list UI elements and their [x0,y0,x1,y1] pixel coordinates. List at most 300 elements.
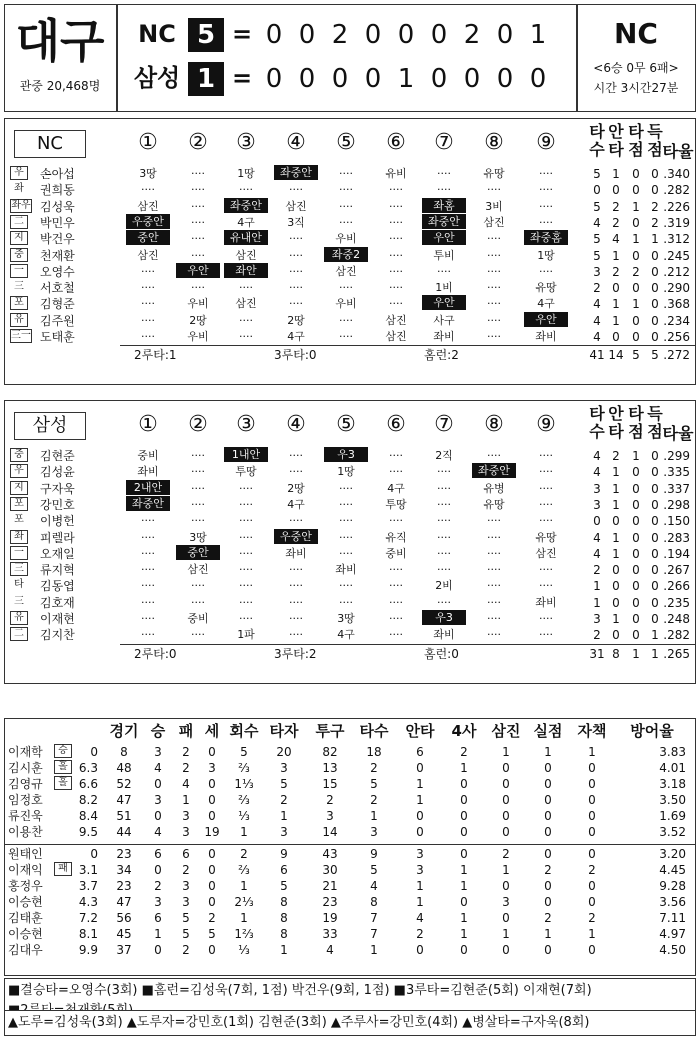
pitcher-stat: 1 [460,927,468,941]
pitcher-stat: 0 [502,793,510,807]
pitcher-stat: 2 [416,927,424,941]
stat-value: 1 [651,628,659,643]
at-bat-result: 1땅 [537,248,555,262]
pitcher-stat: 2 [588,863,596,877]
stat-value: 0 [632,497,640,512]
at-bat-result: ···· [487,248,501,262]
stat-value: 0 [593,514,601,529]
at-bat-result: 유땅 [535,281,557,295]
player-name: 강민호 [40,497,75,512]
at-bat-result: ···· [539,199,553,213]
pitcher-stat: 0 [588,777,596,791]
stat-header-bottom: 점 [628,422,644,441]
at-bat-result: ···· [339,313,353,327]
extra-base-note: 2루타:0 [134,646,177,661]
position-box: 유 [10,611,28,625]
at-bat-highlight: 우중안 [126,214,170,229]
pitcher-prev: 3.1 [78,863,98,877]
player-name: 김성욱 [40,199,75,214]
at-bat-result: ···· [487,579,501,593]
team-total: 14 [608,348,624,363]
pitcher-stat: 19 [322,911,338,925]
stat-value: 0 [651,465,659,480]
inning-score: 0 [265,20,283,50]
at-bat-result: ···· [389,628,403,642]
at-bat-result: ···· [141,628,155,642]
stat-header-bottom: 점 [647,422,663,441]
pitcher-stat: 47 [116,793,132,807]
pitcher-stat: 1 [240,911,248,925]
inning-header: ⑦ [434,412,454,437]
pitcher-stat: 30 [322,863,338,877]
extra-base-note: 홈런:0 [424,646,459,661]
winner-team: NC [614,17,658,50]
at-bat-result: ···· [487,546,501,560]
at-bat-result: 중비 [385,546,407,560]
player-name: 도태훈 [40,330,75,344]
position-label: 좌 [14,183,24,195]
at-bat-result: 유땅 [483,167,505,180]
at-bat-result: ···· [289,595,303,609]
stat-value: 4 [593,546,601,561]
at-bat-result: ···· [191,579,205,593]
stadium-name: 대구 [15,14,105,68]
at-bat-result: 좌비 [285,546,307,560]
pitcher-stat: 2 [544,911,552,925]
header-divider-left [116,4,118,112]
player-name: 피렐라 [40,530,75,545]
pitcher-stat: ⅔ [238,863,250,877]
stat-value: 0 [612,281,620,296]
stat-header-bottom: 점 [647,140,663,159]
pitching-header: 세 [204,722,220,740]
stat-value: 0 [651,330,659,344]
at-bat-result: ···· [141,612,155,625]
inning-header: ⑤ [336,412,356,437]
stat-value: 0 [632,330,640,344]
pitching-header: 패 [178,722,194,740]
at-bat-result: ···· [239,330,253,343]
position-box: 우 [10,464,28,478]
stat-value: 2 [612,199,620,214]
at-bat-result: ···· [191,449,205,462]
pitcher-stat: 2 [326,793,334,807]
stat-value: 0 [612,514,620,529]
stat-value: 2 [612,264,620,279]
pitcher-stat: 52 [116,777,132,791]
batting-average: .248 [663,612,690,626]
pitcher-prev: 8.4 [78,809,98,823]
at-bat-result: 중비 [137,449,159,462]
pitcher-stat: 2 [182,863,190,877]
stat-value: 0 [651,449,659,463]
stat-value: 0 [612,183,620,198]
stat-value: 4 [593,313,601,328]
player-name: 김성윤 [40,465,75,480]
team-total: 1 [651,646,659,661]
pitcher-stat: 3 [502,895,510,909]
pitcher-stat: 5 [280,777,288,791]
at-bat-result: ···· [289,628,303,642]
stat-header-top: 안 [608,122,624,141]
position-box: 一 [10,546,28,560]
stat-value: 1 [612,497,620,512]
pitcher-stat: 44 [116,825,132,839]
pitcher-stat: 0 [544,895,552,909]
pitcher-stat: 5 [370,863,378,877]
player-name: 권희동 [40,183,75,198]
at-bat-result: ···· [191,199,205,213]
pitcher-stat: 1 [544,745,552,759]
pitcher-era: 7.11 [659,911,686,925]
pitcher-stat: 3 [326,809,334,823]
inning-header: ④ [286,412,306,437]
pitcher-prev: 0 [90,847,98,861]
inning-score: 0 [529,64,547,94]
pitcher-stat: 2 [182,745,190,759]
pitcher-stat: 2 [544,863,552,877]
player-name: 오영수 [40,264,75,279]
at-bat-highlight: 중안 [176,545,220,560]
pitcher-stat: 3 [208,761,216,775]
stat-value: 0 [651,167,659,181]
stat-value: 0 [612,628,620,643]
stat-header-top: 득 [647,122,663,141]
pitcher-stat: 0 [208,793,216,807]
at-bat-result: 삼진 [137,199,159,213]
inning-score: 2 [331,20,349,50]
at-bat-result: 2직 [435,449,453,462]
team-total: 8 [612,646,620,661]
decision-badge: 홀 [54,776,72,790]
pitcher-stat: 1 [588,745,596,759]
stat-value: 3 [593,481,601,496]
pitcher-stat: 0 [544,879,552,893]
at-bat-result: ···· [539,612,553,625]
stat-value: 5 [593,167,601,181]
position-box: 중 [10,448,28,462]
pitcher-era: 9.28 [659,879,686,893]
pitcher-stat: 1 [588,927,596,941]
inning-score: 0 [430,20,448,50]
at-bat-highlight: 2내안 [126,480,170,495]
at-bat-result: ···· [289,449,303,462]
at-bat-result: 2비 [435,579,453,593]
player-name: 서호철 [40,281,75,296]
at-bat-result: ···· [339,514,353,528]
inning-score: 1 [529,20,547,50]
stat-header-bottom: 타 [608,140,624,159]
at-bat-result: ···· [539,215,553,229]
inning-score: 2 [463,20,481,50]
stat-value: 1 [651,232,659,247]
totals-line [120,644,696,645]
extra-base-note: 2루타:1 [134,348,177,363]
player-name: 김형준 [40,297,75,312]
pitcher-stat: 20 [276,745,292,759]
pitcher-stat: 1 [502,863,510,877]
at-bat-result: 1파 [237,628,255,642]
inning-header: ② [188,412,208,437]
stat-value: 0 [651,612,659,626]
pitching-header: 타수 [359,722,389,740]
at-bat-result: ···· [437,595,451,609]
pitcher-stat: 8 [280,927,288,941]
at-bat-result: 좌비 [137,465,159,479]
extra-base-note: 3루타:0 [274,348,317,363]
pitcher-stat: 82 [322,745,338,759]
at-bat-result: ···· [289,281,303,295]
at-bat-result: ···· [389,232,403,246]
pitcher-stat: 0 [588,895,596,909]
at-bat-result: 2땅 [287,481,305,495]
at-bat-highlight: 우3 [324,447,368,462]
pitching-header: 투구 [315,722,345,740]
at-bat-highlight: 좌중안 [274,165,318,180]
batting-average: .319 [663,215,690,230]
at-bat-result: ···· [141,330,155,343]
team-total: 1 [632,646,640,661]
inning-score: 0 [298,64,316,94]
at-bat-result: 우비 [187,330,209,343]
stat-header-top: 득 [647,404,663,423]
at-bat-result: ···· [389,248,403,262]
pitcher-stat: 4 [416,911,424,925]
pitcher-prev: 0 [90,745,98,759]
pitcher-stat: 0 [544,761,552,775]
pitcher-stat: 0 [154,863,162,877]
pitcher-stat: 34 [116,863,132,877]
decision-badge: 패 [54,862,72,876]
pitcher-stat: 6 [154,911,162,925]
inning-score: 1 [397,64,415,94]
pitching-header: 승 [150,722,166,740]
pitcher-stat: 0 [208,863,216,877]
pitching-header: 실점 [533,722,563,740]
at-bat-result: ···· [539,449,553,462]
pitcher-stat: 0 [502,911,510,925]
position-box: 三 [10,562,28,576]
pitcher-stat: 0 [154,809,162,823]
position-box: 포 [10,497,28,511]
at-bat-highlight: 우3 [422,610,466,625]
at-bat-result: ···· [389,281,403,295]
stat-header-top: 안 [608,404,624,423]
pitcher-prev: 9.5 [78,825,98,839]
pitcher-stat: 3 [154,793,162,807]
team-total: 31 [589,646,605,661]
pitcher-stat: 1 [416,895,424,909]
stat-value: 0 [632,546,640,561]
at-bat-result: 삼진 [335,264,357,278]
at-bat-result: 삼진 [235,248,257,262]
stat-value: 0 [632,530,640,545]
inning-header: ③ [236,412,256,437]
team-average: .265 [663,646,690,661]
runs-badge: 1 [188,62,224,96]
pitcher-stat: 0 [208,777,216,791]
at-bat-result: ···· [191,232,205,246]
stat-value: 1 [612,481,620,496]
at-bat-result: 4구 [287,497,305,511]
pitching-header: 타자 [269,722,299,740]
pitcher-era: 3.83 [659,745,686,759]
at-bat-result: 3땅 [189,530,207,544]
team-record: <6승 0무 6패> [593,61,679,75]
footer-line: ▲도루=김성욱(3회) ▲도루자=강민호(1회) 김현준(3회) ▲주루사=강민호(4회) ▲병살타=구자욱(8회) [8,1015,590,1030]
position-box: 三一 [11,330,31,341]
at-bat-result: ···· [389,612,403,625]
pitcher-stat: 2⅓ [234,895,254,909]
batting-average: .337 [663,481,690,496]
pitcher-name: 원태인 [8,847,43,861]
batting-average: .267 [663,563,690,578]
player-name: 천재환 [40,248,75,263]
at-bat-highlight: 좌안 [224,263,268,278]
at-bat-result: 우비 [187,297,209,311]
stat-value: 0 [651,497,659,512]
pitcher-stat: 8 [280,911,288,925]
pitcher-stat: 1 [240,825,248,839]
at-bat-result: ···· [239,281,253,295]
avg-header: 타율 [662,142,694,161]
at-bat-result: ···· [141,183,155,197]
stat-value: 3 [593,612,601,626]
pitcher-stat: 6 [182,847,190,861]
pitcher-prev: 6.3 [78,761,98,775]
at-bat-result: ···· [141,281,155,295]
position-label: 三 [14,595,24,607]
position-box: 지 [10,231,28,245]
stat-value: 1 [632,232,640,247]
pitcher-stat: 6 [154,847,162,861]
at-bat-result: ···· [239,530,253,544]
pitcher-stat: 1 [502,927,510,941]
batting-average: .340 [663,167,690,181]
pitcher-stat: 1 [460,863,468,877]
stat-value: 4 [593,465,601,480]
at-bat-highlight: 좌중2 [324,247,368,262]
pitcher-prev: 7.2 [78,911,98,925]
pitcher-name: 이재익 [8,863,43,877]
pitcher-stat: 51 [116,809,132,823]
pitcher-name: 이재학 [8,745,43,759]
at-bat-highlight: 중안 [126,230,170,245]
inning-header: ① [138,130,158,155]
batting-average: .299 [663,449,690,463]
at-bat-result: ···· [239,313,253,327]
at-bat-highlight: 좌중홈 [524,230,568,245]
pitcher-stat: 9 [370,847,378,861]
pitcher-stat: 2 [154,879,162,893]
position-box: 좌우 [11,199,31,211]
pitcher-stat: 5 [370,777,378,791]
stat-value: 1 [593,579,601,594]
stat-value: 0 [651,595,659,610]
stat-value: 0 [651,313,659,328]
at-bat-result: ···· [389,449,403,462]
at-bat-result: 유비 [385,167,407,180]
at-bat-result: 좌비 [335,563,357,577]
footer-line: ■결승타=오영수(3회) ■홈런=김성욱(7회, 1점) 박건우(9회, 1점) ■3루타=김현준(5회) 이재현(7회) [8,983,592,998]
stat-value: 0 [593,183,601,198]
pitcher-stat: 8 [280,895,288,909]
pitcher-name: 김대우 [8,943,43,957]
stat-value: 2 [612,449,620,463]
inning-score: 0 [298,20,316,50]
stat-value: 4 [593,530,601,545]
runs-badge: 5 [188,18,224,52]
at-bat-result: 우비 [335,232,357,246]
stat-value: 0 [612,563,620,578]
position-box: 유 [10,313,28,327]
at-bat-result: 사구 [433,313,455,327]
player-name: 김현준 [40,449,75,463]
pitching-header: 4사 [451,722,477,740]
pitcher-stat: ⅔ [238,793,250,807]
pitcher-stat: 1 [460,761,468,775]
decision-badge: 홀 [54,760,72,774]
pitcher-stat: 1⅔ [234,927,254,941]
at-bat-result: ···· [437,514,451,528]
at-bat-result: ···· [289,232,303,246]
pitcher-stat: 1 [416,879,424,893]
inning-score: 0 [496,20,514,50]
at-bat-result: ···· [389,465,403,479]
stat-header-bottom: 수 [589,140,605,159]
at-bat-result: ···· [239,595,253,609]
stat-value: 1 [612,465,620,480]
stat-header-top: 타 [589,122,605,141]
at-bat-result: ···· [539,465,553,479]
at-bat-result: ···· [539,514,553,528]
pitcher-stat: 7 [370,911,378,925]
inning-header: ⑥ [386,130,406,155]
position-label: 三 [14,281,24,293]
batting-average: .256 [663,330,690,344]
at-bat-result: ···· [539,579,553,593]
batting-average: .235 [663,595,690,610]
pitcher-stat: 0 [502,825,510,839]
at-bat-result: ···· [191,248,205,262]
pitcher-stat: 1⅓ [234,777,254,791]
position-label: 포 [14,514,24,526]
pitcher-stat: 5 [208,927,216,941]
team-label-box: NC [14,130,86,158]
inning-score: 0 [496,64,514,94]
stat-value: 4 [593,215,601,230]
pitcher-stat: 0 [460,809,468,823]
batting-average: .226 [663,199,690,214]
at-bat-result: 삼진 [285,199,307,213]
at-bat-result: ···· [389,579,403,593]
inning-score: 0 [364,64,382,94]
pitcher-stat: 18 [366,745,382,759]
stat-value: 0 [632,514,640,529]
at-bat-result: ···· [487,313,501,327]
stat-value: 2 [593,281,601,296]
at-bat-result: ···· [239,497,253,511]
pitcher-stat: 3 [182,895,190,909]
batting-average: .150 [663,514,690,529]
pitching-header: 방어율 [630,722,674,740]
pitcher-era: 3.56 [659,895,686,909]
at-bat-result: ···· [487,232,501,246]
pitcher-stat: 2 [588,911,596,925]
at-bat-result: ···· [239,514,253,528]
at-bat-result: 4구 [537,297,555,311]
inning-score: 0 [397,20,415,50]
